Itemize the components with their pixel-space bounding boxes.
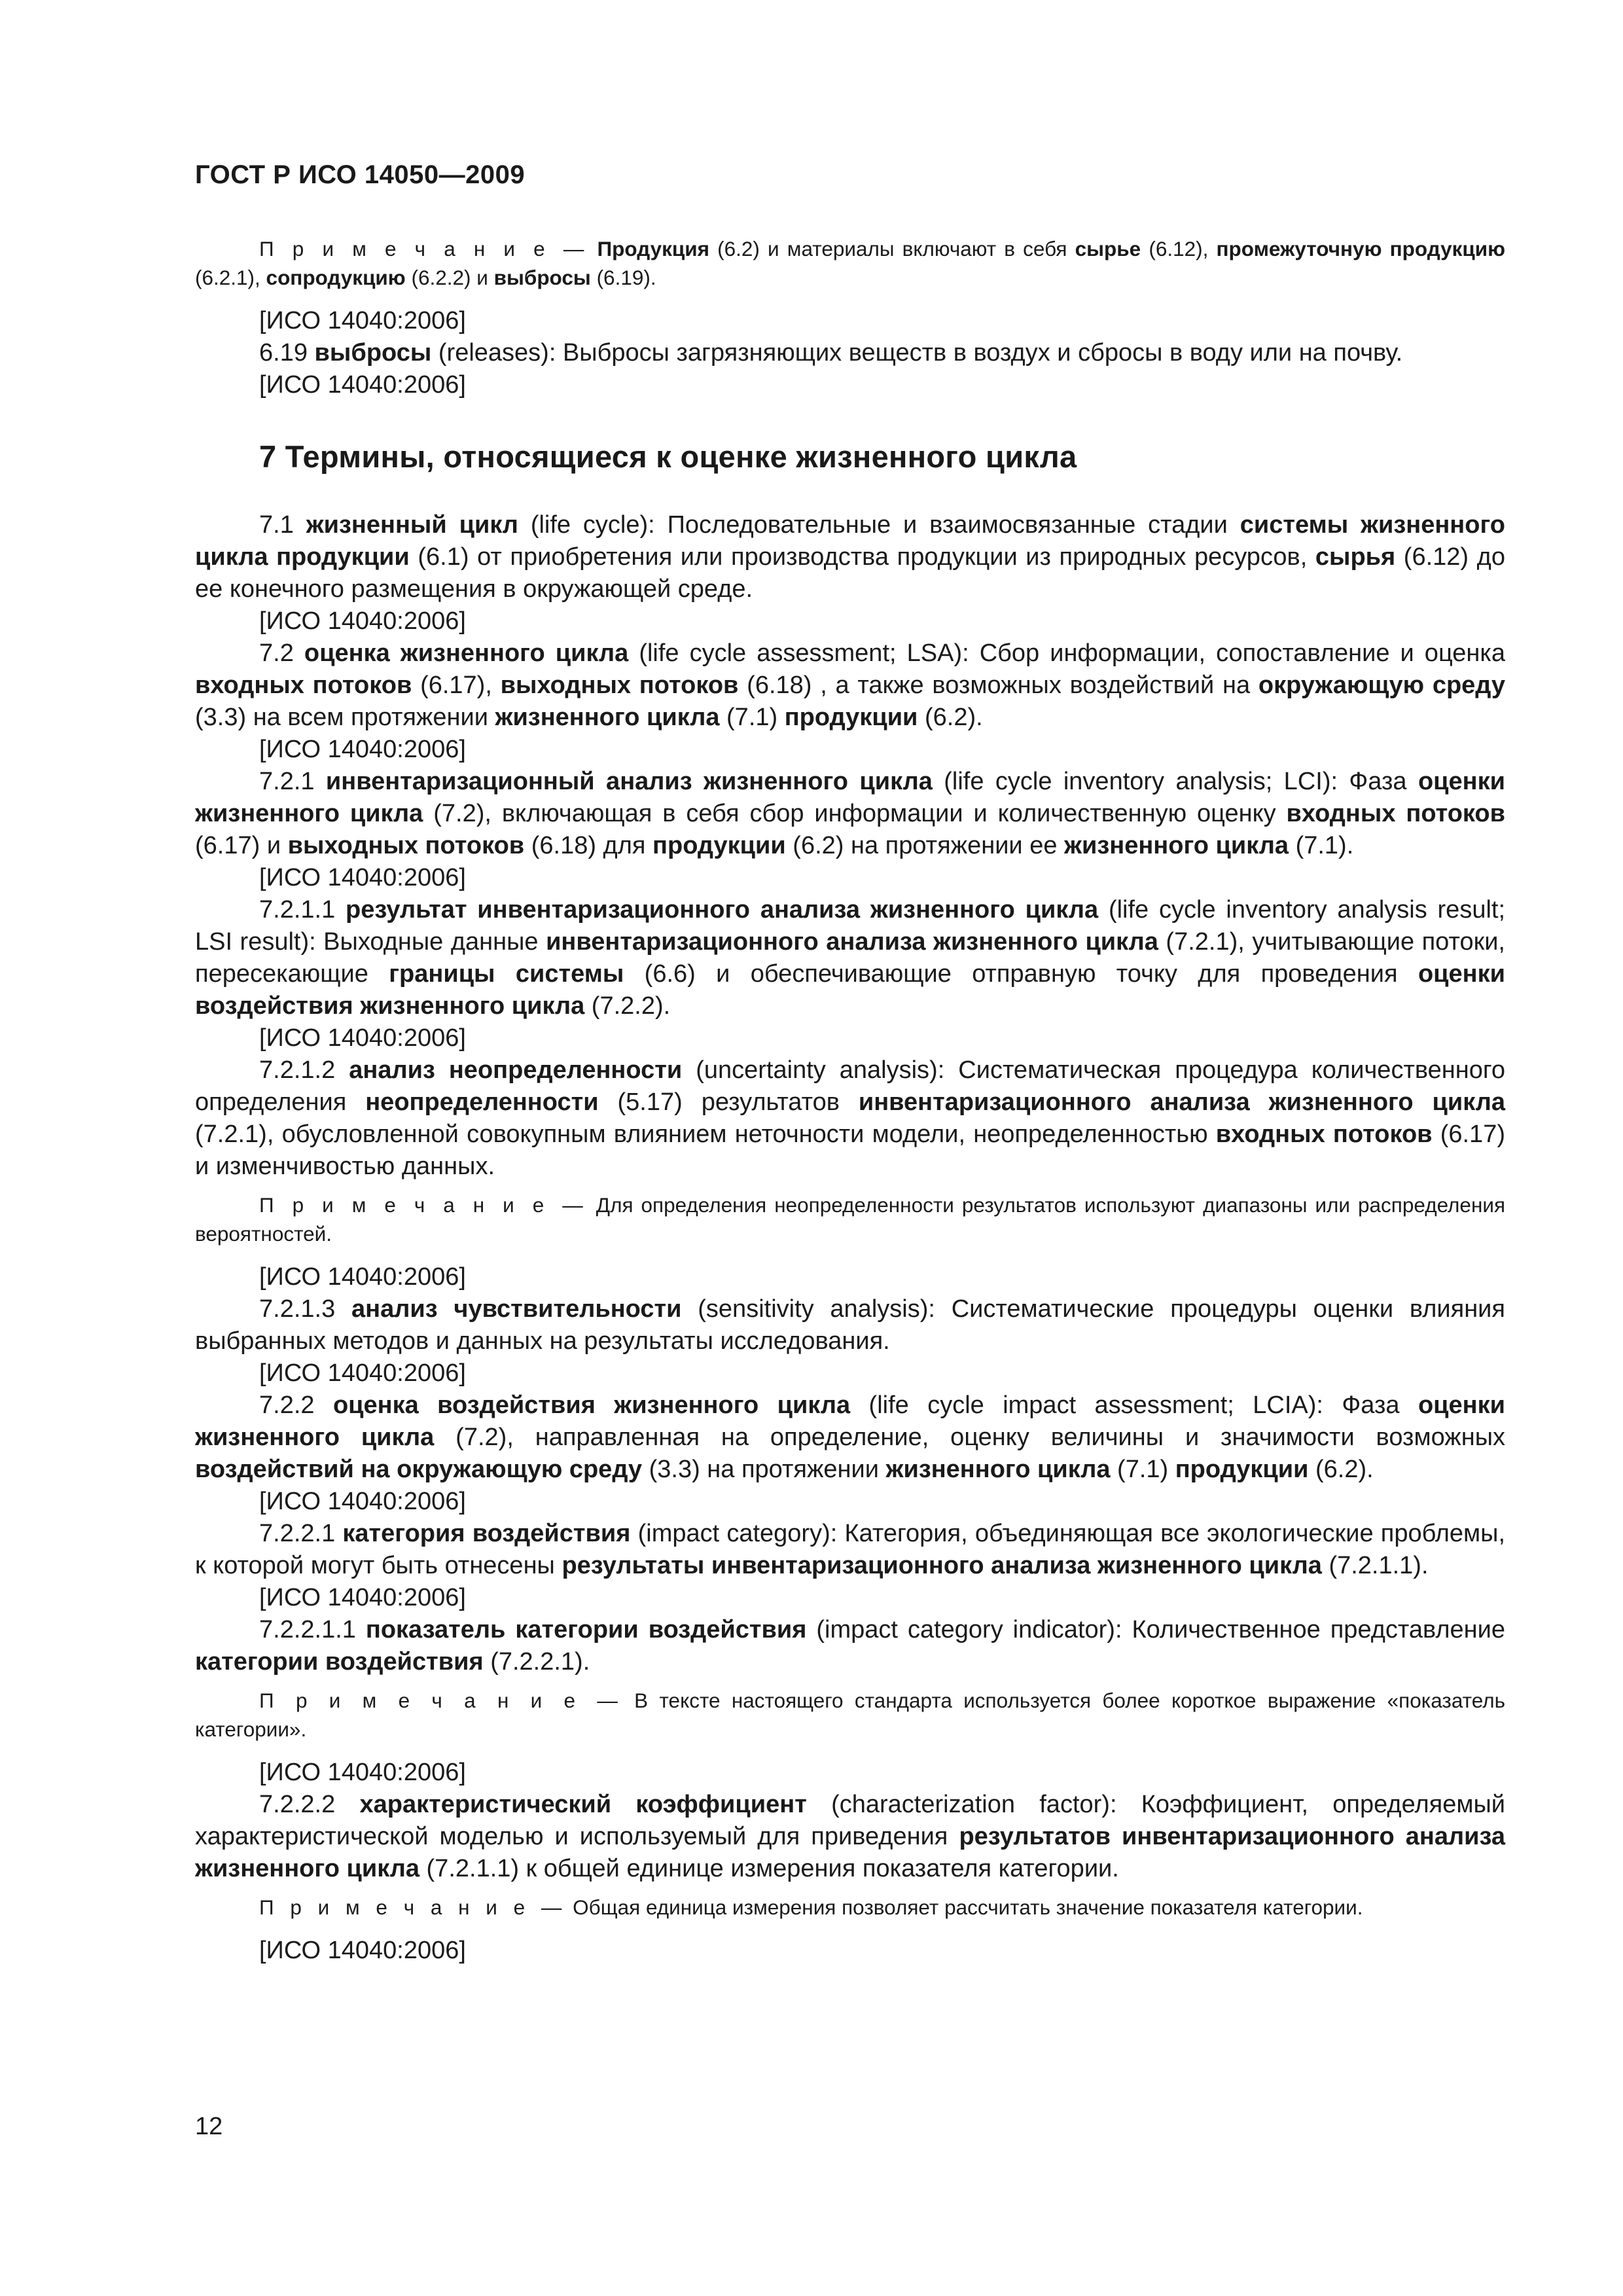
term-6-19: 6.19 выбросы (releases): Выбросы загрязняющих веществ в воздух и сбросы в воду или на почву. (259, 339, 1403, 367)
source-reference: [ИСО 14040:2006] (259, 307, 466, 334)
section-heading-7: 7 Термины, относящиеся к оценке жизненного цикла (259, 439, 1077, 474)
note-uncertainty: П р и м е ч а н и е — Для определения неопределенности результатов используют диапазоны или распределения вероятностей. (195, 1193, 1505, 1246)
source-reference: [ИСО 14040:2006] (259, 1263, 466, 1291)
term-7-2-2-1-1: 7.2.2.1.1 показатель категории воздействия (impact category indicator): Количественное представление категории воздействия (7.2.2.1). (195, 1616, 1505, 1676)
term-7-2-1-1: 7.2.1.1 результат инвентаризационного анализа жизненного цикла (life cycle inventory analysis result; LSI result): Выходные данные инвентаризационного анализа жизненного цикла (7.2.1), учитывающие потоки, пересекающие границы системы (6.6) и обеспечивающие отправную точку для проведения оценки воздействия жизненного цикла (7.2.2). (195, 896, 1506, 1020)
source-reference: [ИСО 14040:2006] (259, 1359, 466, 1387)
source-reference: [ИСО 14040:2006] (259, 1024, 466, 1052)
source-reference: [ИСО 14040:2006] (259, 736, 466, 763)
document-header: ГОСТ Р ИСО 14050—2009 (195, 160, 526, 189)
term-7-2-2-2: 7.2.2.2 характеристический коэффициент (characterization factor): Коэффициент, определяемый характеристической моделью и используемый для приведения результатов инвентаризационного анализа жизненного цикла (7.2.1.1) к общей единице измерения показателя категории. (195, 1791, 1506, 1882)
document-body (195, 226, 1505, 1967)
note-category: П р и м е ч а н и е — В тексте настоящего стандарта используется более короткое выражение «показатель категории». (195, 1689, 1506, 1741)
note-label: П р и м е ч а н и е — (259, 237, 590, 260)
note-unit: П р и м е ч а н и е — Общая единица измерения позволяет рассчитать значение показателя категории. (259, 1895, 1363, 1919)
term-7-2-1-3: 7.2.1.3 анализ чувствительности (sensitivity analysis): Систематические процедуры оценки влияния выбранных методов и данных на результаты исследования. (195, 1295, 1505, 1355)
note-label: П р и м е ч а н и е — (259, 1895, 567, 1919)
source-reference: [ИСО 14040:2006] (259, 1759, 466, 1786)
source-reference: [ИСО 14040:2006] (259, 1488, 466, 1515)
source-reference: [ИСО 14040:2006] (259, 864, 466, 891)
term-7-1: 7.1 жизненный цикл (life cycle): Последовательные и взаимосвязанные стадии системы жизненного цикла продукции (6.1) от приобретения или производства продукции из природных ресурсов, сырья (6.12) до ее конечного размещения в окружающей среде. (195, 511, 1505, 603)
term-7-2: 7.2 оценка жизненного цикла (life cycle assessment; LSA): Сбор информации, сопоставление и оценка входных потоков (6.17), выходных потоков (6.18) , а также возможных воздействий на окружающую среду (3.3) на всем протяжении жизненного цикла (7.1) продукции (6.2). (195, 639, 1506, 731)
source-reference: [ИСО 14040:2006] (259, 1584, 466, 1611)
term-7-2-2: 7.2.2 оценка воздействия жизненного цикла (life cycle impact assessment; LCIA): Фаза оценки жизненного цикла (7.2), направленная на определение, оценку величины и значимости возможных воздействий на окружающую среду (3.3) на протяжении жизненного цикла (7.1) продукции (6.2). (195, 1391, 1506, 1483)
page-number: 12 (195, 2113, 223, 2140)
note-label: П р и м е ч а н и е — (259, 1689, 623, 1712)
note-label: П р и м е ч а н и е — (259, 1193, 588, 1217)
term-7-2-1: 7.2.1 инвентаризационный анализ жизненного цикла (life cycle inventory analysis; LCI): Фаза оценки жизненного цикла (7.2), включающая в себя сбор информации и количественную оценку входных потоков (6.17) и выходных потоков (6.18) для продукции (6.2) на протяжении ее жизненного цикла (7.1). (195, 768, 1506, 859)
term-7-2-2-1: 7.2.2.1 категория воздействия (impact category): Категория, объединяющая все экологические проблемы, к которой могут быть отнесены результаты инвентаризационного анализа жизненного цикла (7.2.1.1). (195, 1520, 1506, 1579)
term-7-2-1-2: 7.2.1.2 анализ неопределенности (uncertainty analysis): Систематическая процедура количественного определения неопределенности (5.17) результатов инвентаризационного анализа жизненного цикла (7.2.1), обусловленной совокупным влиянием неточности модели, неопределенностью входных потоков (6.17) и изменчивостью данных. (195, 1056, 1506, 1180)
note-product: П р и м е ч а н и е — Продукция (6.2) и материалы включают в себя сырье (6.12), промежуточную продукцию (6.2.1), сопродукцию (6.2.2) и выбросы (6.19). (195, 237, 1506, 289)
source-reference: [ИСО 14040:2006] (259, 371, 466, 399)
source-reference: [ИСО 14040:2006] (259, 1937, 466, 1964)
source-reference: [ИСО 14040:2006] (259, 607, 466, 635)
